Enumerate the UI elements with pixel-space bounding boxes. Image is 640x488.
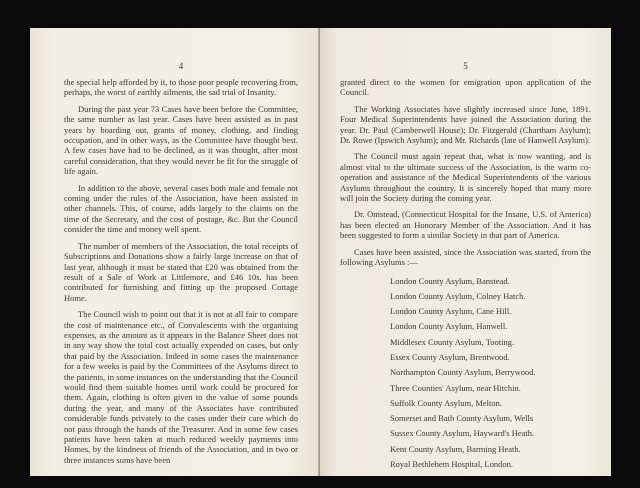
right-page	[320, 28, 611, 476]
asylum-list-item: Essex County Asylum, Brentwood.	[390, 351, 510, 362]
left-paragraph-2: During the past year 73 Cases have been before the Committee, the same number as last year. Cases have been assisted as in past years by boarding out, grants of money, clothing, and finding occupation, and in other ways, as the Committee have thought best. A few cases have had to be declined, as it was thought, after most careful consideration, that they would never be fit for the struggle of life again.	[64, 103, 298, 177]
right-paragraph-5: Cases have been assisted, since the Association was started, from the following Asylums :—	[340, 246, 591, 268]
asylum-list-item: Somerset and Bath County Asylum, Wells	[390, 413, 534, 424]
asylum-list-item: London County Asylum, Colney Hatch.	[390, 290, 526, 301]
page-number-left: 4	[178, 61, 184, 71]
left-page	[30, 28, 320, 476]
left-paragraph-3: In addition to the above, several cases both male and female not coming under the rules of the Association, have been assisted in other channels. This, of course, adds largely to the claims on the time of the Secretary, and the cost of postage, &c. But the Council consider the time and money well spent.	[64, 182, 298, 235]
asylum-list-item: Suffolk County Asylum, Melton.	[390, 397, 503, 408]
asylum-list-item: London County Asylum, Banstead.	[390, 275, 510, 286]
page-number-right: 5	[463, 61, 468, 71]
asylum-list	[340, 274, 591, 473]
asylum-list-item: Royal Bethlehem Hospital, London.	[390, 459, 513, 470]
asylum-list-item: Middlesex County Asylum, Tooting.	[390, 336, 515, 347]
right-paragraph-4: Dr. Omstead, (Connecticut Hospital for the Insane, U.S. of America) has been elected an Honorary Member of the Association. And it has been suggested to form a similar Society in that part of America.	[340, 209, 591, 241]
left-paragraph-4: The number of members of the Association, the total receipts of Subscriptions and Donations show a fairly large increase on that of last year, although it must be stated that £20 was obtained from the result of a Sale of Work at Littlemore, and £46 10s. has been contributed for furnishing and fitting up the proposed Cottage Home.	[64, 240, 298, 303]
right-paragraph-1: granted direct to the women for emigration upon application of the Council.	[340, 77, 591, 98]
right-paragraph-2: The Working Associates have slightly increased since June, 1891. Four Medical Superintendents have joined the Association during the year. Dr. Paul (Camberwell House); Dr. Fitzgerald (Chartham Asylum); Dr. Rowe (Ipswich Asylum); and Mr. Richards (late of Hanwell Asylum).	[340, 103, 591, 146]
asylum-list-item: Three Counties' Asylum, near Hitchin.	[390, 382, 521, 393]
asylum-list-item: London County Asylum, Hanwell.	[390, 321, 508, 332]
asylum-list-item: Kent County Asylum, Barming Heath.	[390, 443, 521, 454]
left-paragraph-5: The Council wish to point out that it is not at all fair to compare the cost of maintenance etc., of Convalescents with the organising expenses, as the amount as it appears in the Balance Sheet does not in any way show the total cost actually expended on cases, but only that paid by the Association. Indeed in some cases the maintenance for a few weeks is paid by the Committees of the Asylums direct to the patients, in some instances on the understanding that the Council would find them suitable homes until work could be procured for them. Again, clothing is often given to the value of some pounds during the year, and many of the Associates have contributed considerable funds privately to the cases under their care which do not pass through the hands of the Treasurer. And in some few cases patients have been taken at much reduced weekly payments into Homes, by the kindness of friends of the Association, and in two or three instances sums have been	[64, 309, 298, 465]
left-paragraph-1: the special help afforded by it, to those poor people recovering from, perhaps, the worst of earthly ailments, the sad trial of Insanity.	[64, 77, 298, 98]
asylum-list-item: London County Asylum, Cane Hill.	[390, 306, 512, 317]
right-paragraph-3: The Council must again repeat that, what is now wanting, and is almost vital to the ultimate success of the Association, is the warm co-operation and assistance of the Medical Superintendents of the various Asylums throughout the country. It is sincerely hoped that many more will join the Society during the coming year.	[340, 151, 591, 204]
asylum-list-item: Northampton County Asylum, Berrywood.	[390, 367, 536, 378]
asylum-list-item: Sussex County Asylum, Hayward's Heath.	[390, 428, 535, 439]
